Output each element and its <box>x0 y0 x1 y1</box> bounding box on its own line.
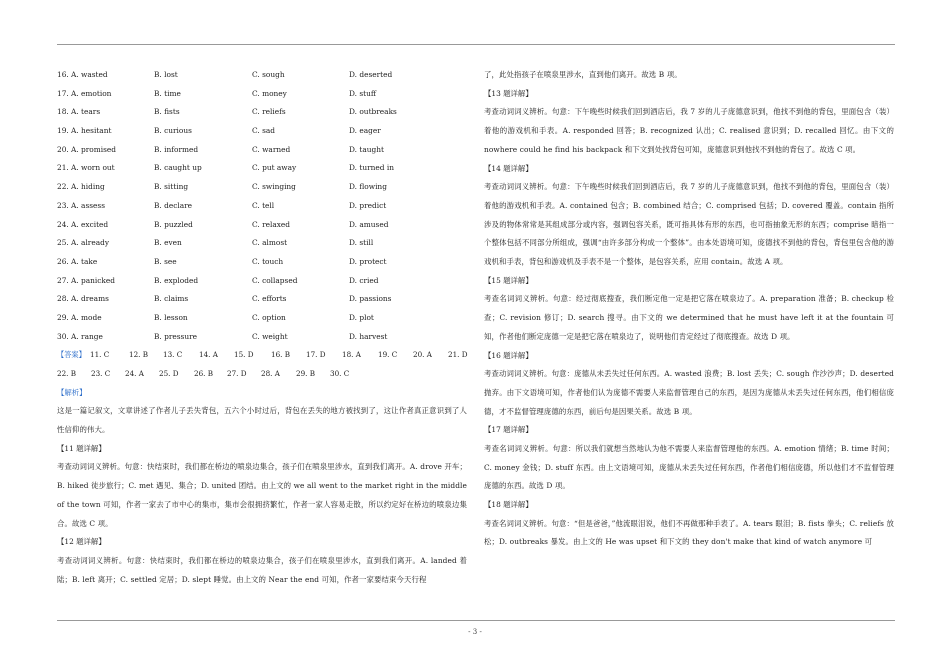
option-num: 25. <box>57 238 69 248</box>
answer-item: 23. C <box>91 369 111 378</box>
answer-item: 29. B <box>296 369 315 378</box>
option-a: A. mode <box>71 312 102 322</box>
option-d: D. passions <box>349 294 392 304</box>
option-c: C. reliefs <box>252 107 286 117</box>
answer-item: 21. D <box>448 350 468 360</box>
option-a: A. range <box>71 331 103 341</box>
answer-item: 12. B <box>129 350 148 360</box>
option-num: 20. <box>57 144 69 154</box>
answer-item: 20. A <box>413 350 432 360</box>
option-b: B. puzzled <box>154 219 193 229</box>
option-a: A. emotion <box>71 88 112 98</box>
option-a: A. promised <box>71 144 117 154</box>
header-rule <box>57 44 895 45</box>
option-c: C. touch <box>252 256 284 266</box>
answer-item: 18. A <box>342 350 361 360</box>
option-d: D. taught <box>349 144 384 154</box>
option-d: D. turned in <box>349 163 394 173</box>
option-d: D. cried <box>349 275 379 285</box>
section-heading: 【14 题详解】 <box>484 163 533 173</box>
answer-item: 22. B <box>57 369 76 378</box>
option-a: A. hesitant <box>71 126 112 136</box>
option-num: 29. <box>57 312 69 322</box>
option-row <box>57 141 467 160</box>
section-heading: 【17 题详解】 <box>484 425 533 435</box>
answer-item: 24. A <box>125 369 144 378</box>
option-c: C. weight <box>252 331 288 341</box>
option-row <box>57 103 467 122</box>
intro-text: 这是一篇记叙文，文章讲述了作者儿子丢失背包，五六个小时过后，背包在丢失的地方被找到了，这让作者真正意识到了人性信仰的伟大。 <box>57 406 467 435</box>
option-num: 18. <box>57 107 69 117</box>
option-row <box>57 253 467 272</box>
option-a: A. already <box>71 238 110 248</box>
option-b: B. lesson <box>154 312 188 322</box>
option-d: D. flowing <box>349 182 387 192</box>
option-c: C. tell <box>252 200 275 210</box>
option-b: B. declare <box>154 200 193 210</box>
answer-item: 30. C <box>330 369 350 378</box>
section-body: 考查动词词义辨析。句意：下午晚些时候我们回到酒店后，我 7 岁的儿子庞德意识到，他找不到他的背包，里面包含（装）着他的游戏机和手表。A. contained 包含；B. combined 结合；C. comprised 包括；D. covered 覆盖。contain 指所涉及的物体常常是其组成部分或内容，强调包容关系，既可指具体有形的东西，也可指抽象无形的东西；comprise 暗指一个整体包括不同部分所组成，强调“由许多部分构成一个整体”。由本处语境可知，庞德找不到他的背包，背包里包含他的游戏机和手表，背包和游戏机及手表不是一个整体，是包容关系，应用 contain。故选 A 项。 <box>484 182 894 266</box>
answer-item: 19. C <box>378 350 398 360</box>
section-heading: 【11 题详解】 <box>57 443 106 453</box>
option-b: B. even <box>154 238 182 248</box>
answer-row-1 <box>57 346 467 365</box>
section-heading: 【18 题详解】 <box>484 500 533 510</box>
option-b: B. curious <box>154 126 192 136</box>
option-a: A. wasted <box>71 70 108 79</box>
section-body: 考查名词词义辨析。句意：“但是爸爸，”他流眼泪说，他们不再做那种手表了。A. tears 眼泪；B. fists 拳头；C. reliefs 放松；D. outbreaks 暴发。由上文的 He was upset 和下文的 they don't make that kind of watch anymore 可 <box>484 518 894 547</box>
section-body: 考查动词词义辨析。句意：快结束时，我们都在桥边的喷泉边集合，孩子们在喷泉里涉水，直到我们离开。A. drove 开车；B. hiked 徒步旅行；C. met 遇见、集合；D. united 团结。由上文的 we all went to the market right in the middle of the town 可知，作者一家去了市中心的集市，集市会很拥挤繁忙，作者一家人容易走散，所以约定好在桥边的喷泉边集合。故选 C 项。 <box>57 462 467 528</box>
option-row <box>57 66 467 85</box>
option-c: C. money <box>252 88 287 98</box>
option-c: C. relaxed <box>252 219 291 229</box>
option-b: B. time <box>154 88 181 98</box>
option-b: B. caught up <box>154 163 202 173</box>
option-num: 26. <box>57 256 69 266</box>
answer-label: 【答案】 <box>57 350 86 360</box>
answer-row-2 <box>57 365 467 384</box>
option-c: C. put away <box>252 163 297 173</box>
section-body: 考查动词词义辨析。句意：下午晚些时候我们回到酒店后，我 7 岁的儿子庞德意识到，他找不到他的背包，里面包含（装）着他的游戏机和手表。A. responded 回答；B. recognized 认出；C. realised 意识到；D. recalled 回忆。由下文的 nowhere could he find his backpack 和下文到处找背包可知，庞德意识到他找不到他的背包了。故选 C 项。 <box>484 107 894 154</box>
option-d: D. eager <box>349 126 381 136</box>
right-column <box>484 66 894 552</box>
answer-item: 26. B <box>194 369 213 378</box>
option-num: 24. <box>57 219 69 229</box>
left-sections <box>57 440 467 590</box>
option-num: 17. <box>57 88 69 98</box>
option-row <box>57 85 467 104</box>
option-a: A. hiding <box>71 182 105 192</box>
option-b: B. lost <box>154 70 178 79</box>
option-num: 28. <box>57 294 69 304</box>
analysis-label: 【解析】 <box>57 387 87 397</box>
option-c: C. sad <box>252 126 276 136</box>
section-heading: 【12 题详解】 <box>57 537 106 547</box>
option-c: C. almost <box>252 238 288 248</box>
section-body: 考查名词词义辨析。句意：经过彻底搜查，我们断定他一定是把它落在喷泉边了。A. preparation 准备；B. checkup 检查；C. revision 修订；D. search 搜寻。由下文的 we determined that he must have left it at the fountain 可知，作者他们断定庞德一定是把它落在喷泉边了，说明他们肯定经过了彻底搜查。故选 D 项。 <box>484 294 894 341</box>
option-row <box>57 290 467 309</box>
option-d: D. harvest <box>349 331 388 341</box>
answer-item: 15. D <box>234 350 254 360</box>
option-num: 22. <box>57 182 69 192</box>
option-row <box>57 272 467 291</box>
option-a: A. worn out <box>71 163 115 173</box>
right-intro-text: 了，此处指孩子在喷泉里涉水，直到他们离开。故选 B 项。 <box>484 70 682 79</box>
option-num: 19. <box>57 126 69 136</box>
page-number: - 3 - <box>468 628 482 636</box>
answer-item: 27. D <box>227 369 247 378</box>
option-c: C. warned <box>252 144 291 154</box>
option-c: C. sough <box>252 70 285 79</box>
answer-item: 17. D <box>306 350 326 360</box>
option-num: 27. <box>57 275 69 285</box>
option-a: A. take <box>71 256 98 266</box>
option-d: D. protect <box>349 256 387 266</box>
option-b: B. exploded <box>154 275 199 285</box>
option-d: D. amused <box>349 219 389 229</box>
option-d: D. predict <box>349 200 387 210</box>
option-a: A. panicked <box>71 275 116 285</box>
option-a: A. tears <box>71 107 101 117</box>
option-c: C. collapsed <box>252 275 298 285</box>
option-a: A. dreams <box>71 294 109 304</box>
option-b: B. see <box>154 256 177 266</box>
right-sections <box>484 85 894 552</box>
option-d: D. still <box>349 238 374 248</box>
option-row <box>57 178 467 197</box>
option-num: 16. <box>57 70 69 79</box>
option-b: B. informed <box>154 144 199 154</box>
option-row <box>57 309 467 328</box>
section-body: 考查动词词义辨析。句意：庞德从未丢失过任何东西。A. wasted 浪费；B. lost 丢失；C. sough 作沙沙声；D. deserted 抛弃。由下文语境可知，作者他们认为庞德不需要人来监督管理自己的东西，是因为庞德从未丢失过任何东西，他们相信庞德，才不监督管理庞德的东西，前后句是因果关系。故选 B 项。 <box>484 369 894 416</box>
section-heading: 【15 题详解】 <box>484 275 533 285</box>
option-b: B. fists <box>154 107 180 117</box>
option-row <box>57 159 467 178</box>
intro-paragraph <box>57 402 467 439</box>
answer-item: 13. C <box>163 350 183 360</box>
option-c: C. option <box>252 312 286 322</box>
option-b: B. pressure <box>154 331 198 341</box>
option-a: A. excited <box>71 219 109 229</box>
footer-rule <box>57 620 895 621</box>
option-c: C. efforts <box>252 294 287 304</box>
option-d: D. deserted <box>349 70 393 79</box>
option-row <box>57 216 467 235</box>
right-intro-paragraph <box>484 66 894 85</box>
option-row <box>57 234 467 253</box>
answer-item: 25. D <box>159 369 179 378</box>
section-body: 考查动词词义辨析。句意：快结束时，我们都在桥边的喷泉边集合，孩子们在喷泉里涉水，直到我们离开。A. landed 着陆；B. left 离开；C. settled 定居；D. slept 睡觉。由上文的 Near the end 可知，作者一家要结束今天行程 <box>57 555 467 584</box>
answer-item: 16. B <box>271 350 290 360</box>
option-d: D. outbreaks <box>349 107 397 117</box>
option-row <box>57 328 467 347</box>
answer-item: 14. A <box>199 350 218 360</box>
option-b: B. claims <box>154 294 189 304</box>
option-row <box>57 197 467 216</box>
options-list <box>57 66 467 346</box>
option-a: A. assess <box>71 200 105 210</box>
option-b: B. sitting <box>154 182 189 192</box>
answer-item: 28. A <box>261 369 280 378</box>
option-num: 30. <box>57 331 69 341</box>
option-num: 23. <box>57 200 69 210</box>
option-d: D. stuff <box>349 88 377 98</box>
option-d: D. plot <box>349 312 374 322</box>
left-column <box>57 66 467 589</box>
section-heading: 【13 题详解】 <box>484 88 533 98</box>
section-heading: 【16 题详解】 <box>484 350 533 360</box>
option-num: 21. <box>57 163 69 173</box>
section-body: 考查名词词义辨析。句意：所以我们就想当然地认为他不需要人来监督管理他的东西。A. emotion 情绪；B. time 时间；C. money 金钱；D. stuff 东西。由上文语境可知，庞德从未丢失过任何东西，作者他们相信庞德，所以他们才不监督管理庞德的东西。故选 D 项。 <box>484 443 894 491</box>
option-c: C. swinging <box>252 182 296 192</box>
answer-item: 11. C <box>90 350 110 360</box>
option-row <box>57 122 467 141</box>
